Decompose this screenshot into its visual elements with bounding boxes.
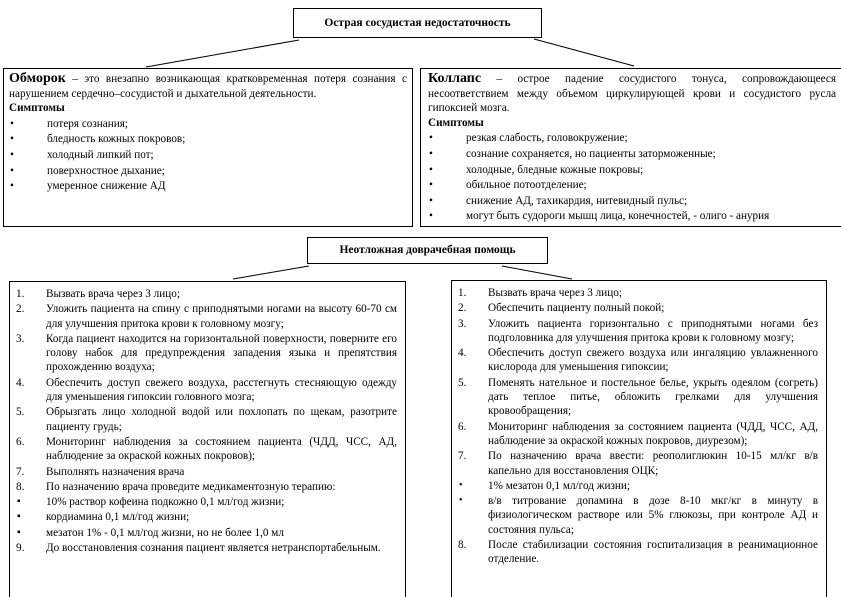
collapse-symptom-item: • холодные, бледные кожные покровы; bbox=[428, 163, 836, 179]
faint-symptoms-heading: Симптомы bbox=[9, 102, 65, 115]
collapse-help-step bbox=[458, 376, 818, 419]
collapse-help-step bbox=[458, 346, 818, 375]
faint-definition bbox=[9, 72, 407, 101]
step-marker: 1. bbox=[458, 287, 467, 299]
collapse-help-step bbox=[458, 420, 818, 449]
step-text: Обеспечить доступ свежего воздуха, расстегнуть стесняющую одежду для уменьшения гипоксии головного мозга; bbox=[46, 376, 397, 404]
faint-help-step bbox=[16, 495, 397, 509]
faint-help-step bbox=[16, 435, 397, 464]
step-marker: 2. bbox=[458, 302, 467, 315]
step-text: Мониторинг наблюдения за состоянием пациента (ЧДД, ЧСС, АД, наблюдение за окраской кожных покровов); bbox=[46, 435, 397, 463]
collapse-help-step bbox=[458, 449, 818, 478]
step-marker: 3. bbox=[458, 317, 467, 330]
step-marker: 8. bbox=[16, 480, 25, 493]
collapse-help-step bbox=[458, 301, 818, 315]
collapse-symptom-item: • сознание сохраняется, но пациенты заторможенные; bbox=[428, 147, 836, 163]
collapse-help-step bbox=[458, 494, 818, 537]
collapse-help-box bbox=[451, 280, 827, 597]
faint-help-step bbox=[16, 332, 397, 375]
step-marker: 9. bbox=[16, 542, 25, 555]
diagram-title bbox=[293, 8, 542, 38]
faint-help-step bbox=[16, 465, 397, 479]
step-marker: 5. bbox=[458, 376, 467, 389]
step-text: Вызвать врача через 3 лицо; bbox=[46, 288, 180, 300]
connector-help-to-collapse-help bbox=[502, 266, 572, 279]
faint-help-step bbox=[16, 510, 397, 524]
step-text: Вызвать врача через 3 лицо; bbox=[488, 287, 622, 299]
step-marker: ▪ bbox=[17, 526, 21, 538]
step-marker: 7. bbox=[16, 465, 25, 478]
collapse-symptom-item: • могут быть судороги мышц лица, конечностей, - олиго - анурия bbox=[428, 209, 836, 225]
step-text: По назначению врача ввести: реополиглюкин 10-15 мл/кг в/в капельно для восстановления ОЦК; bbox=[488, 450, 818, 477]
collapse-symptom-item: • обильное потоотделение; bbox=[428, 178, 836, 194]
faint-help-step bbox=[16, 405, 397, 434]
faint-symptoms-list bbox=[9, 117, 407, 195]
step-marker: 1. bbox=[16, 288, 25, 300]
step-text: Поменять нательное и постельное белье, укрыть одеялом (согреть) дать теплое питье, обложить грелками для улучшения кровообращения; bbox=[488, 376, 818, 418]
faint-symptom-item: • бледность кожных покровов; bbox=[9, 132, 407, 148]
step-text: кордиамина 0,1 мл/год жизни; bbox=[46, 511, 190, 524]
faint-symptom-item: • холодный липкий пот; bbox=[9, 148, 407, 164]
step-text: До восстановления сознания пациент является нетранспортабельным. bbox=[46, 542, 381, 555]
faint-help-step bbox=[16, 302, 397, 331]
collapse-symptom-item: • резкая слабость, головокружение; bbox=[428, 131, 836, 147]
step-marker: 2. bbox=[16, 303, 25, 316]
connector-title-to-faint bbox=[146, 40, 299, 67]
faint-help-step bbox=[16, 526, 397, 540]
collapse-help-step bbox=[458, 317, 818, 346]
step-text: Обеспечить доступ свежего воздуха или ингаляцию увлажненного кислорода для уменьшения гипоксии; bbox=[488, 347, 818, 374]
faint-help-step bbox=[16, 287, 397, 301]
step-text: Уложить пациента горизонтально с приподнятыми ногами без подголовника для улучшения притока крови к головному мозгу; bbox=[488, 317, 818, 344]
collapse-symptoms-list bbox=[428, 131, 836, 225]
diagram-title-text: Острая сосудистая недостаточность bbox=[324, 16, 511, 29]
help-title-text: Неотложная доврачебная помощь bbox=[339, 244, 516, 257]
step-text: Выполнять назначения врача bbox=[46, 465, 185, 478]
step-text: Обрызгать лицо холодной водой или похлопать по щекам, разотрите пациенту грудь; bbox=[46, 406, 397, 433]
step-text: в/в титрование допамина в дозе 8-10 мкг/кг в минуту в физиологическом растворе или 5% глюкозы, при контроле АД и состояния пульса; bbox=[488, 495, 818, 536]
step-text: Обеспечить пациенту полный покой; bbox=[488, 302, 665, 315]
faint-symptom-item: • умеренное снижение АД bbox=[9, 179, 407, 195]
step-marker: 6. bbox=[16, 435, 25, 448]
connector-help-to-faint-help bbox=[233, 266, 309, 279]
step-marker: ▪ bbox=[17, 511, 21, 523]
faint-term: Обморок bbox=[9, 71, 66, 86]
step-text: 1% мезатон 0,1 мл/год жизни; bbox=[488, 479, 630, 492]
faint-box bbox=[3, 68, 413, 227]
step-marker: 3. bbox=[16, 332, 25, 345]
step-marker: • bbox=[459, 479, 463, 491]
collapse-symptom-item: • снижение АД, тахикардия, нитевидный пульс; bbox=[428, 194, 836, 210]
step-marker: 5. bbox=[16, 406, 25, 419]
step-marker: 8. bbox=[458, 539, 467, 552]
step-text: Уложить пациента на спину с приподнятыми ногами на высоту 60-70 см для улучшения притока крови к головному мозгу; bbox=[46, 303, 397, 330]
faint-symptom-item: • потеря сознания; bbox=[9, 117, 407, 133]
collapse-help-step bbox=[458, 538, 818, 567]
collapse-symptoms-heading: Симптомы bbox=[428, 116, 484, 129]
help-title bbox=[307, 237, 548, 264]
collapse-help-list bbox=[458, 286, 818, 567]
step-marker: 6. bbox=[458, 420, 467, 433]
step-marker: • bbox=[459, 495, 463, 507]
step-text: Мониторинг наблюдения за состоянием пациента (ЧДД, ЧСС, АД, наблюдение за окраской кожных покровов, диурезом); bbox=[488, 420, 818, 447]
step-marker: 7. bbox=[458, 450, 467, 463]
connector-title-to-collapse bbox=[534, 39, 634, 66]
step-text: 10% раствор кофеина подкожно 0,1 мл/год жизни; bbox=[46, 496, 285, 509]
collapse-help-step bbox=[458, 286, 818, 300]
step-marker: 4. bbox=[16, 376, 25, 389]
step-text: По назначению врача проведите медикаментозную терапию: bbox=[46, 480, 336, 493]
faint-help-step bbox=[16, 376, 397, 405]
faint-help-step bbox=[16, 480, 397, 494]
step-text: Когда пациент находится на горизонтальной поверхности, поверните его голову набок для предупреждения западения языка и препятствия прохождению воздуха; bbox=[46, 332, 397, 374]
step-text: мезатон 1% - 0,1 мл/год жизни, но не более 1,0 мл bbox=[46, 526, 284, 539]
faint-help-step bbox=[16, 541, 397, 555]
collapse-term: Коллапс bbox=[428, 71, 482, 86]
step-marker: 4. bbox=[458, 347, 467, 360]
faint-help-box bbox=[9, 281, 406, 597]
collapse-help-step bbox=[458, 479, 818, 493]
collapse-definition-text: – острое падение сосудистого тонуса, сопровождающееся несоответствием между объемом циркулирующей крови и сосудистого русла гипоксией мозга. bbox=[428, 73, 836, 115]
collapse-box bbox=[420, 68, 841, 227]
step-marker: ▪ bbox=[17, 496, 21, 508]
faint-help-list bbox=[16, 287, 397, 555]
faint-definition-text: – это внезапно возникающая кратковременная потеря сознания с нарушением сердечно–сосудистой и дыхательной деятельности. bbox=[9, 73, 407, 100]
faint-symptom-item: • поверхностное дыхание; bbox=[9, 164, 407, 180]
step-text: После стабилизации состояния госпитализация в реанимационное отделение. bbox=[488, 539, 818, 566]
collapse-definition bbox=[428, 72, 836, 116]
